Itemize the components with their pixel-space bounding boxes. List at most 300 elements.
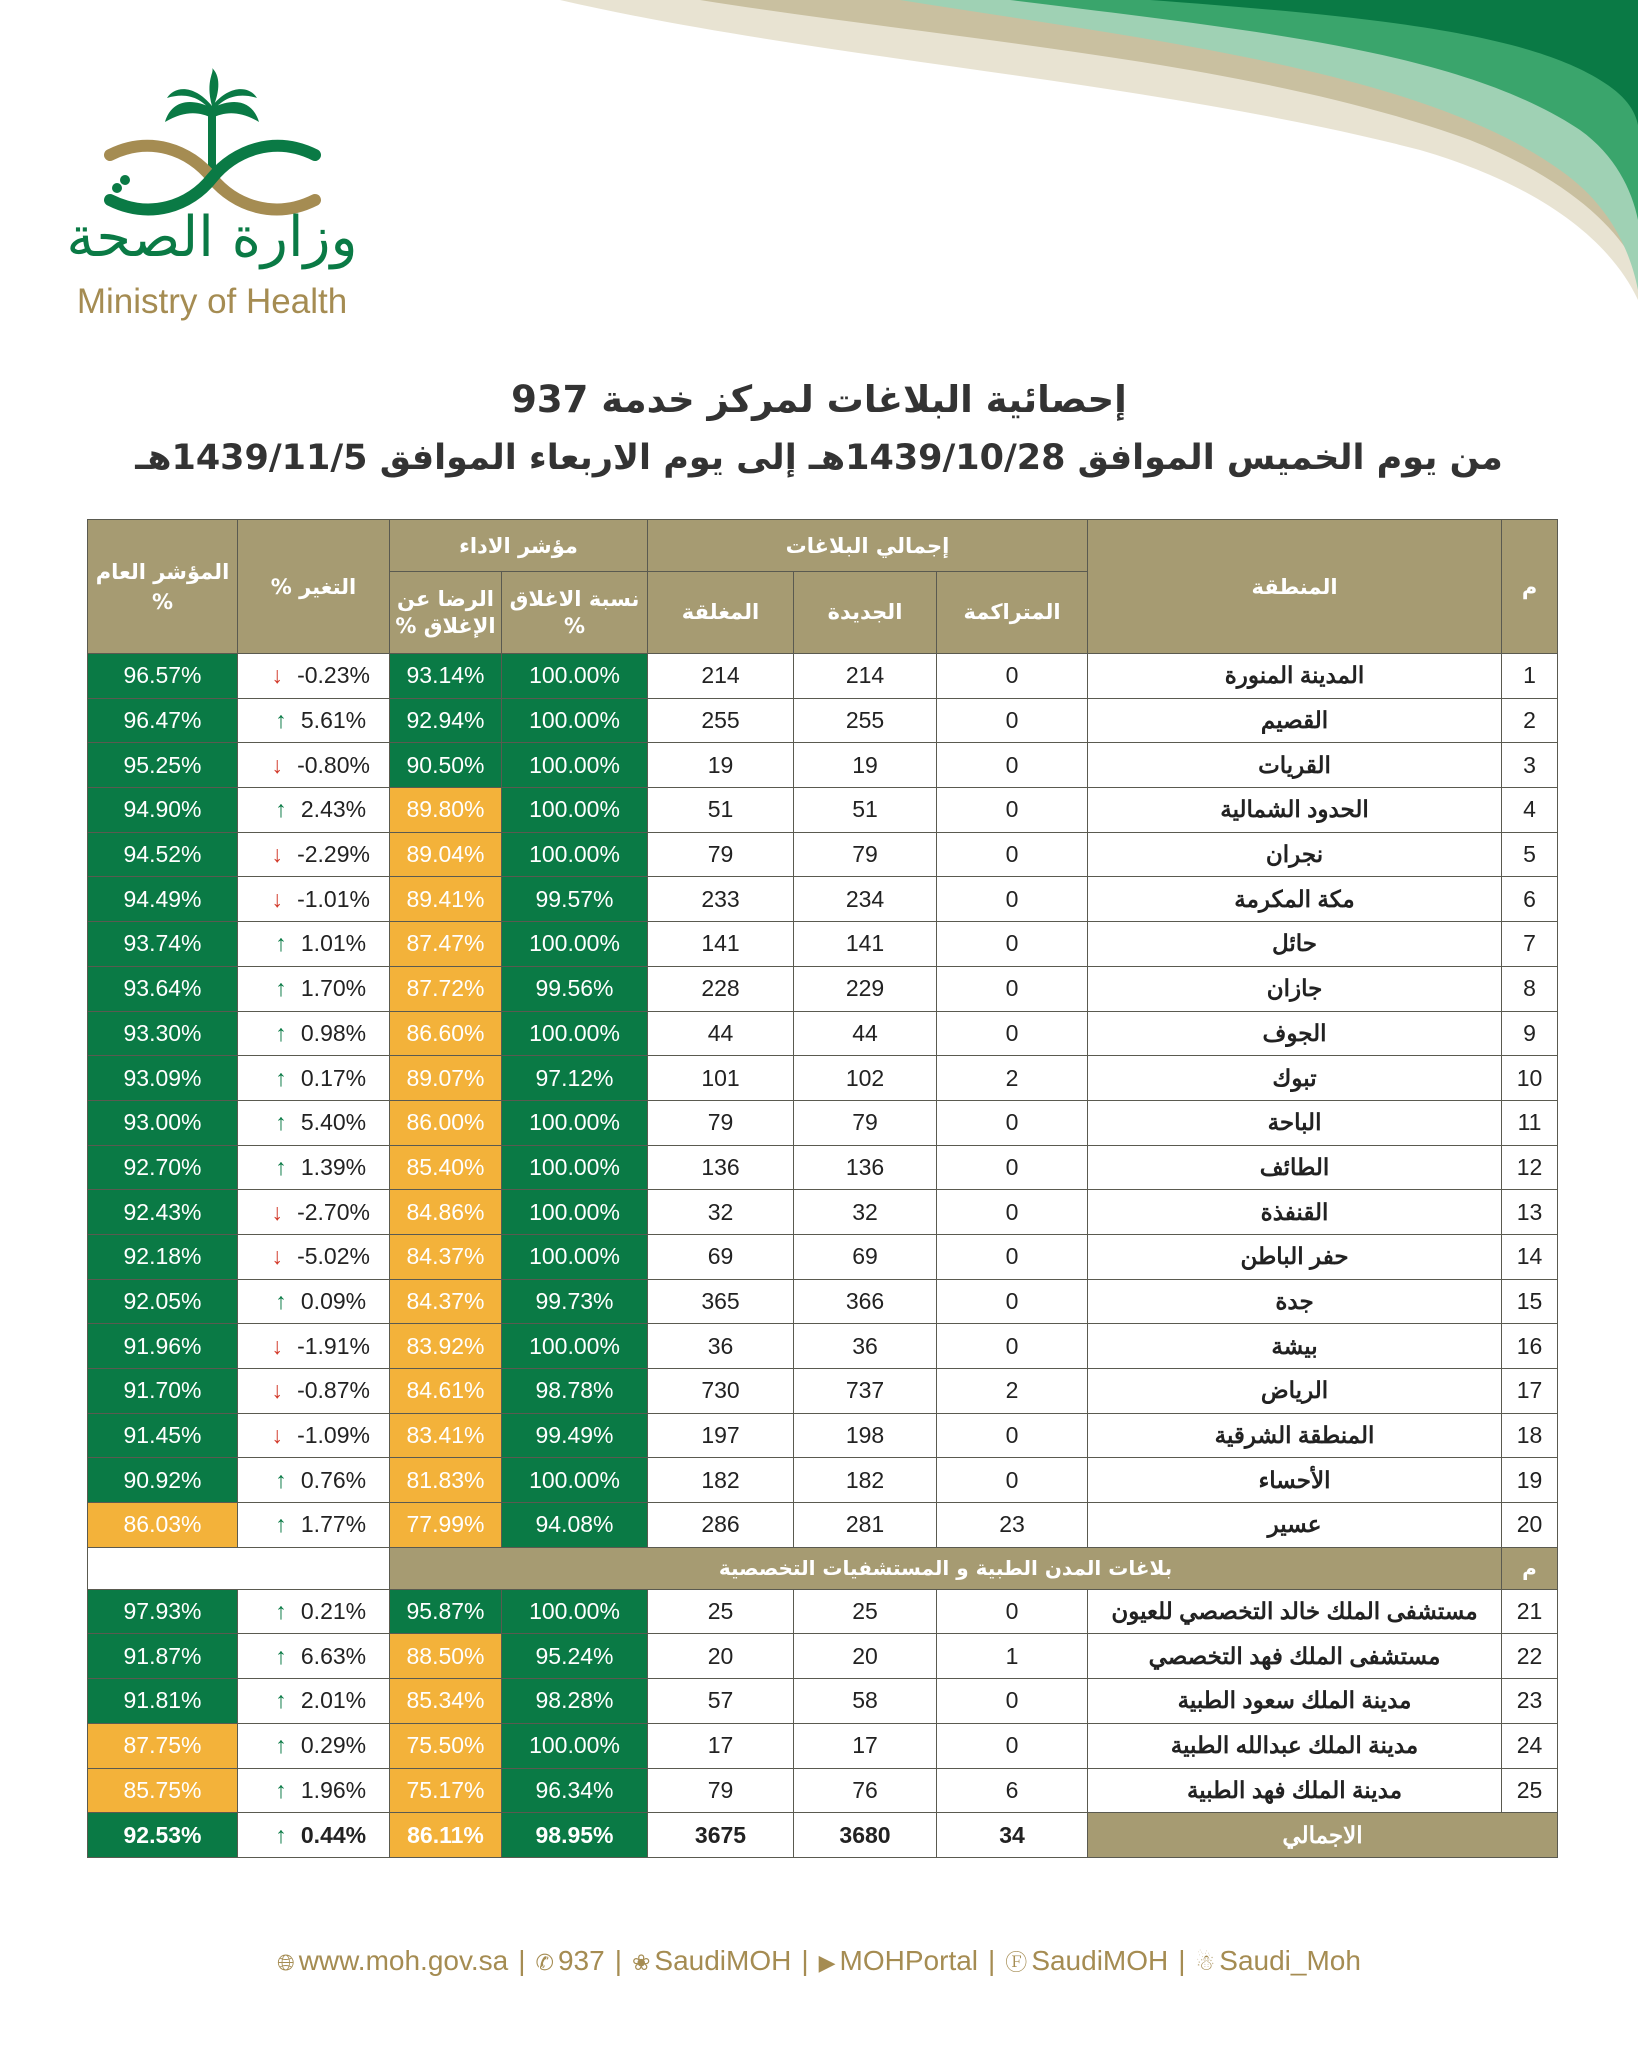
row-change: -1.01%	[297, 885, 370, 912]
row-new: 69	[794, 1234, 937, 1279]
row-closed: 20	[648, 1634, 794, 1679]
table-header	[88, 520, 1558, 654]
row-region: مدينة الملك عبدالله الطبية	[1088, 1723, 1502, 1768]
row-change-cell	[238, 1413, 390, 1458]
row-satisfaction: 87.47%	[390, 922, 502, 967]
row-accumulated: 0	[937, 1413, 1088, 1458]
row-num: 12	[1502, 1145, 1558, 1190]
row-new: 214	[794, 654, 937, 699]
row-new: 51	[794, 788, 937, 833]
row-accumulated: 6	[937, 1768, 1088, 1813]
row-region: تبوك	[1088, 1056, 1502, 1101]
row-closed: 36	[648, 1324, 794, 1369]
row-region: القريات	[1088, 743, 1502, 788]
arrow-up-icon: ↑	[275, 1109, 287, 1136]
row-change: -2.70%	[297, 1198, 370, 1225]
row-satisfaction: 84.37%	[390, 1279, 502, 1324]
row-closed: 44	[648, 1011, 794, 1056]
row-num: 5	[1502, 832, 1558, 877]
row-change: -0.80%	[297, 751, 370, 778]
arrow-up-icon: ↑	[275, 1064, 287, 1091]
reports-table	[87, 519, 1558, 1858]
hospitals-body	[88, 1589, 1558, 1812]
row-region: القنفذة	[1088, 1190, 1502, 1235]
section-label: بلاغات المدن الطبية و المستشفيات التخصصية	[390, 1547, 1502, 1589]
row-region: الأحساء	[1088, 1458, 1502, 1503]
total-new: 3680	[794, 1813, 937, 1858]
row-accumulated: 0	[937, 877, 1088, 922]
row-satisfaction: 93.14%	[390, 654, 502, 699]
row-new: 182	[794, 1458, 937, 1503]
row-region: بيشة	[1088, 1324, 1502, 1369]
row-closed: 228	[648, 966, 794, 1011]
row-closed: 79	[648, 1768, 794, 1813]
row-region: مدينة الملك سعود الطبية	[1088, 1679, 1502, 1724]
row-closure-rate: 95.24%	[502, 1634, 648, 1679]
row-closed: 233	[648, 877, 794, 922]
footer-twitter[interactable]: ❀ SaudiMOH	[631, 1945, 792, 1976]
row-change-cell	[238, 1324, 390, 1369]
row-general-index: 92.70%	[88, 1145, 238, 1190]
footer-contacts	[0, 1945, 1638, 1977]
header-total-reports: إجمالي البلاغات	[648, 520, 1088, 572]
row-closed: 141	[648, 922, 794, 967]
arrow-up-icon: ↑	[275, 1287, 287, 1314]
arrow-up-icon: ↑	[275, 1732, 287, 1759]
section-divider	[88, 1547, 1558, 1589]
row-closure-rate: 96.34%	[502, 1768, 648, 1813]
arrow-down-icon: ↓	[271, 1422, 283, 1449]
row-accumulated: 0	[937, 1011, 1088, 1056]
arrow-down-icon: ↓	[271, 1243, 283, 1270]
row-region: الطائف	[1088, 1145, 1502, 1190]
row-new: 58	[794, 1679, 937, 1724]
row-num: 1	[1502, 654, 1558, 699]
footer-divider: |	[518, 1945, 526, 1976]
row-accumulated: 0	[937, 654, 1088, 699]
row-satisfaction: 83.92%	[390, 1324, 502, 1369]
row-general-index: 91.87%	[88, 1634, 238, 1679]
arrow-up-icon: ↑	[275, 1466, 287, 1493]
row-change-cell	[238, 1011, 390, 1056]
brand-name-english: Ministry of Health	[76, 282, 348, 321]
row-change: 1.39%	[300, 1153, 367, 1180]
arrow-down-icon: ↓	[271, 751, 283, 778]
row-satisfaction: 77.99%	[390, 1503, 502, 1548]
row-general-index: 94.90%	[88, 788, 238, 833]
row-accumulated: 2	[937, 1056, 1088, 1101]
row-general-index: 95.25%	[88, 743, 238, 788]
row-change-cell	[238, 1100, 390, 1145]
row-region: مستشفى الملك خالد التخصصي للعيون	[1088, 1589, 1502, 1634]
row-new: 25	[794, 1589, 937, 1634]
row-closure-rate: 98.78%	[502, 1369, 648, 1414]
table-row	[88, 654, 1558, 699]
footer-snapchat[interactable]: ☃ Saudi_Moh	[1195, 1945, 1361, 1976]
row-accumulated: 0	[937, 788, 1088, 833]
row-general-index: 91.96%	[88, 1324, 238, 1369]
row-change-cell	[238, 1279, 390, 1324]
row-closure-rate: 100.00%	[502, 922, 648, 967]
table-row	[88, 832, 1558, 877]
header-region: المنطقة	[1088, 520, 1502, 654]
row-new: 79	[794, 1100, 937, 1145]
arrow-up-icon: ↑	[275, 1821, 287, 1848]
header-new: الجديدة	[794, 572, 937, 654]
row-closure-rate: 100.00%	[502, 654, 648, 699]
arrow-up-icon: ↑	[275, 1642, 287, 1669]
row-general-index: 92.43%	[88, 1190, 238, 1235]
row-accumulated: 2	[937, 1369, 1088, 1414]
row-closure-rate: 100.00%	[502, 698, 648, 743]
row-closure-rate: 100.00%	[502, 788, 648, 833]
row-accumulated: 0	[937, 1145, 1088, 1190]
table-row	[88, 1145, 1558, 1190]
row-satisfaction: 89.41%	[390, 877, 502, 922]
row-accumulated: 0	[937, 1279, 1088, 1324]
row-region: مدينة الملك فهد الطبية	[1088, 1768, 1502, 1813]
table-row	[88, 1723, 1558, 1768]
table-row	[88, 1634, 1558, 1679]
row-accumulated: 0	[937, 1679, 1088, 1724]
row-satisfaction: 84.86%	[390, 1190, 502, 1235]
footer-divider: |	[801, 1945, 809, 1976]
row-accumulated: 0	[937, 1723, 1088, 1768]
total-closed: 3675	[648, 1813, 794, 1858]
row-num: 22	[1502, 1634, 1558, 1679]
row-change: 6.63%	[300, 1642, 367, 1669]
phone-icon: ✆	[535, 1950, 554, 1975]
footer-youtube[interactable]: ▶ MOHPortal	[818, 1945, 979, 1976]
row-change: -1.09%	[297, 1422, 370, 1449]
row-num: 16	[1502, 1324, 1558, 1369]
row-change: 1.77%	[300, 1511, 367, 1538]
footer-divider: |	[1178, 1945, 1186, 1976]
row-satisfaction: 81.83%	[390, 1458, 502, 1503]
row-general-index: 93.30%	[88, 1011, 238, 1056]
row-new: 198	[794, 1413, 937, 1458]
row-region: نجران	[1088, 832, 1502, 877]
row-num: 14	[1502, 1234, 1558, 1279]
row-change-cell	[238, 922, 390, 967]
row-region: حفر الباطن	[1088, 1234, 1502, 1279]
row-num: 6	[1502, 877, 1558, 922]
table-row	[88, 1100, 1558, 1145]
row-satisfaction: 84.61%	[390, 1369, 502, 1414]
row-num: 15	[1502, 1279, 1558, 1324]
row-change-cell	[238, 698, 390, 743]
row-general-index: 91.81%	[88, 1679, 238, 1724]
row-closure-rate: 99.57%	[502, 877, 648, 922]
row-change-cell	[238, 1679, 390, 1724]
row-accumulated: 0	[937, 1589, 1088, 1634]
row-closure-rate: 100.00%	[502, 1234, 648, 1279]
row-closure-rate: 100.00%	[502, 1723, 648, 1768]
row-num: 8	[1502, 966, 1558, 1011]
row-general-index: 96.47%	[88, 698, 238, 743]
total-accumulated: 34	[937, 1813, 1088, 1858]
row-closed: 101	[648, 1056, 794, 1101]
row-new: 136	[794, 1145, 937, 1190]
row-satisfaction: 95.87%	[390, 1589, 502, 1634]
row-new: 229	[794, 966, 937, 1011]
row-region: الجوف	[1088, 1011, 1502, 1056]
arrow-up-icon: ↑	[275, 975, 287, 1002]
row-closed: 136	[648, 1145, 794, 1190]
footer-facebook[interactable]: Ⓕ SaudiMOH	[1005, 1945, 1169, 1976]
row-accumulated: 0	[937, 1234, 1088, 1279]
row-new: 44	[794, 1011, 937, 1056]
row-satisfaction: 75.50%	[390, 1723, 502, 1768]
row-region: عسير	[1088, 1503, 1502, 1548]
row-change-cell	[238, 1190, 390, 1235]
row-change-cell	[238, 877, 390, 922]
footer-phone[interactable]: ✆ 937	[535, 1945, 605, 1976]
row-accumulated: 0	[937, 966, 1088, 1011]
total-change-cell	[238, 1813, 390, 1858]
row-general-index: 93.74%	[88, 922, 238, 967]
row-change-cell	[238, 1503, 390, 1548]
row-satisfaction: 87.72%	[390, 966, 502, 1011]
row-closed: 197	[648, 1413, 794, 1458]
arrow-up-icon: ↑	[275, 1153, 287, 1180]
arrow-down-icon: ↓	[271, 662, 283, 689]
row-num: 9	[1502, 1011, 1558, 1056]
table-row	[88, 966, 1558, 1011]
regions-body	[88, 654, 1558, 1548]
row-change: 0.17%	[300, 1064, 367, 1091]
row-num: 20	[1502, 1503, 1558, 1548]
table-row	[88, 698, 1558, 743]
row-change-cell	[238, 1234, 390, 1279]
row-satisfaction: 85.40%	[390, 1145, 502, 1190]
row-closed: 730	[648, 1369, 794, 1414]
header-num: م	[1502, 520, 1558, 654]
header-accumulated: المتراكمة	[937, 572, 1088, 654]
row-general-index: 91.45%	[88, 1413, 238, 1458]
row-num: 10	[1502, 1056, 1558, 1101]
header-closed: المغلقة	[648, 572, 794, 654]
row-closed: 79	[648, 832, 794, 877]
row-change: -0.87%	[297, 1377, 370, 1404]
row-change-cell	[238, 1634, 390, 1679]
row-new: 141	[794, 922, 937, 967]
row-satisfaction: 89.04%	[390, 832, 502, 877]
row-change: -1.91%	[297, 1332, 370, 1359]
row-change: -5.02%	[297, 1243, 370, 1270]
row-satisfaction: 84.37%	[390, 1234, 502, 1279]
total-general-index: 92.53%	[88, 1813, 238, 1858]
row-satisfaction: 85.34%	[390, 1679, 502, 1724]
row-change: 2.43%	[300, 796, 367, 823]
row-closure-rate: 99.73%	[502, 1279, 648, 1324]
row-change: 2.01%	[300, 1687, 367, 1714]
table-row	[88, 1190, 1558, 1235]
row-closed: 255	[648, 698, 794, 743]
row-accumulated: 0	[937, 698, 1088, 743]
row-satisfaction: 89.80%	[390, 788, 502, 833]
arrow-up-icon: ↑	[275, 796, 287, 823]
row-region: مستشفى الملك فهد التخصصي	[1088, 1634, 1502, 1679]
row-accumulated: 0	[937, 743, 1088, 788]
arrow-up-icon: ↑	[275, 930, 287, 957]
header-satisfaction: الرضا عن الإغلاق %	[390, 572, 502, 654]
table-row	[88, 1279, 1558, 1324]
table-row	[88, 1369, 1558, 1414]
youtube-icon: ▶	[818, 1950, 836, 1975]
row-satisfaction: 75.17%	[390, 1768, 502, 1813]
row-satisfaction: 92.94%	[390, 698, 502, 743]
table-row	[88, 877, 1558, 922]
arrow-up-icon: ↑	[275, 1598, 287, 1625]
header-change: التغير %	[238, 520, 390, 654]
row-change: 1.01%	[300, 930, 367, 957]
row-change-cell	[238, 1145, 390, 1190]
row-closed: 19	[648, 743, 794, 788]
palm-emblem-icon	[165, 68, 259, 178]
brand-name-arabic: وزارة الصحة	[66, 205, 358, 270]
total-label: الاجمالي	[1088, 1813, 1558, 1858]
row-region: جدة	[1088, 1279, 1502, 1324]
row-num: 17	[1502, 1369, 1558, 1414]
row-new: 20	[794, 1634, 937, 1679]
row-change-cell	[238, 966, 390, 1011]
table-row	[88, 1503, 1558, 1548]
footer-website[interactable]: 🌐︎ www.moh.gov.sa	[277, 1945, 509, 1976]
row-change-cell	[238, 832, 390, 877]
row-change: 0.29%	[300, 1732, 367, 1759]
row-closure-rate: 100.00%	[502, 1324, 648, 1369]
row-new: 79	[794, 832, 937, 877]
row-new: 32	[794, 1190, 937, 1235]
row-change-cell	[238, 1458, 390, 1503]
table-row	[88, 1589, 1558, 1634]
row-new: 17	[794, 1723, 937, 1768]
row-change: 1.96%	[300, 1776, 367, 1803]
row-closure-rate: 100.00%	[502, 1100, 648, 1145]
row-new: 234	[794, 877, 937, 922]
row-closure-rate: 97.12%	[502, 1056, 648, 1101]
row-accumulated: 0	[937, 1100, 1088, 1145]
total-satisfaction: 86.11%	[390, 1813, 502, 1858]
table-row	[88, 1011, 1558, 1056]
row-accumulated: 0	[937, 832, 1088, 877]
row-closure-rate: 94.08%	[502, 1503, 648, 1548]
row-region: الباحة	[1088, 1100, 1502, 1145]
row-num: 21	[1502, 1589, 1558, 1634]
table-row	[88, 1679, 1558, 1724]
table-row	[88, 1056, 1558, 1101]
row-closed: 286	[648, 1503, 794, 1548]
row-num: 18	[1502, 1413, 1558, 1458]
row-new: 366	[794, 1279, 937, 1324]
table-row	[88, 1324, 1558, 1369]
section-num: م	[1502, 1547, 1558, 1589]
row-new: 76	[794, 1768, 937, 1813]
row-new: 737	[794, 1369, 937, 1414]
row-change: 1.70%	[300, 975, 367, 1002]
row-closure-rate: 100.00%	[502, 832, 648, 877]
header-closure-rate: نسبة الاغلاق %	[502, 572, 648, 654]
row-new: 102	[794, 1056, 937, 1101]
row-change-cell	[238, 1768, 390, 1813]
row-general-index: 96.57%	[88, 654, 238, 699]
arrow-up-icon: ↑	[275, 1511, 287, 1538]
header-performance: مؤشر الاداء	[390, 520, 648, 572]
total-row	[88, 1813, 1558, 1858]
total-closure-rate: 98.95%	[502, 1813, 648, 1858]
facebook-icon: Ⓕ	[1005, 1950, 1028, 1975]
row-num: 24	[1502, 1723, 1558, 1768]
row-general-index: 92.05%	[88, 1279, 238, 1324]
row-closed: 57	[648, 1679, 794, 1724]
row-general-index: 94.52%	[88, 832, 238, 877]
row-closure-rate: 100.00%	[502, 1190, 648, 1235]
row-new: 281	[794, 1503, 937, 1548]
row-general-index: 90.92%	[88, 1458, 238, 1503]
row-new: 255	[794, 698, 937, 743]
row-region: المدينة المنورة	[1088, 654, 1502, 699]
row-closure-rate: 100.00%	[502, 1011, 648, 1056]
row-num: 3	[1502, 743, 1558, 788]
row-general-index: 85.75%	[88, 1768, 238, 1813]
row-general-index: 87.75%	[88, 1723, 238, 1768]
row-closed: 365	[648, 1279, 794, 1324]
row-change: 5.61%	[300, 707, 367, 734]
row-region: المنطقة الشرقية	[1088, 1413, 1502, 1458]
row-general-index: 94.49%	[88, 877, 238, 922]
row-closure-rate: 99.56%	[502, 966, 648, 1011]
row-satisfaction: 89.07%	[390, 1056, 502, 1101]
row-general-index: 97.93%	[88, 1589, 238, 1634]
row-general-index: 93.64%	[88, 966, 238, 1011]
row-satisfaction: 90.50%	[390, 743, 502, 788]
table-row	[88, 1768, 1558, 1813]
row-change: -2.29%	[297, 841, 370, 868]
row-num: 2	[1502, 698, 1558, 743]
row-num: 11	[1502, 1100, 1558, 1145]
arrow-down-icon: ↓	[271, 1198, 283, 1225]
arrow-up-icon: ↑	[275, 1776, 287, 1803]
table-row	[88, 1413, 1558, 1458]
row-accumulated: 0	[937, 1190, 1088, 1235]
row-general-index: 86.03%	[88, 1503, 238, 1548]
arrow-down-icon: ↓	[271, 841, 283, 868]
row-accumulated: 0	[937, 922, 1088, 967]
row-accumulated: 1	[937, 1634, 1088, 1679]
page-title: إحصائية البلاغات لمركز خدمة 937	[511, 378, 1127, 421]
row-closed: 25	[648, 1589, 794, 1634]
row-closed: 79	[648, 1100, 794, 1145]
row-region: القصيم	[1088, 698, 1502, 743]
row-num: 4	[1502, 788, 1558, 833]
footer-divider: |	[988, 1945, 996, 1976]
row-change-cell	[238, 1369, 390, 1414]
arrow-down-icon: ↓	[271, 1332, 283, 1359]
arrow-up-icon: ↑	[275, 707, 287, 734]
row-change-cell	[238, 788, 390, 833]
total-change: 0.44%	[300, 1821, 367, 1848]
row-new: 19	[794, 743, 937, 788]
globe-icon: 🌐︎	[277, 1950, 295, 1975]
header-general-index: المؤشر العام %	[88, 520, 238, 654]
row-change-cell	[238, 1056, 390, 1101]
row-closure-rate: 100.00%	[502, 743, 648, 788]
row-change-cell	[238, 1589, 390, 1634]
table-row	[88, 788, 1558, 833]
row-closure-rate: 100.00%	[502, 1589, 648, 1634]
row-general-index: 92.18%	[88, 1234, 238, 1279]
